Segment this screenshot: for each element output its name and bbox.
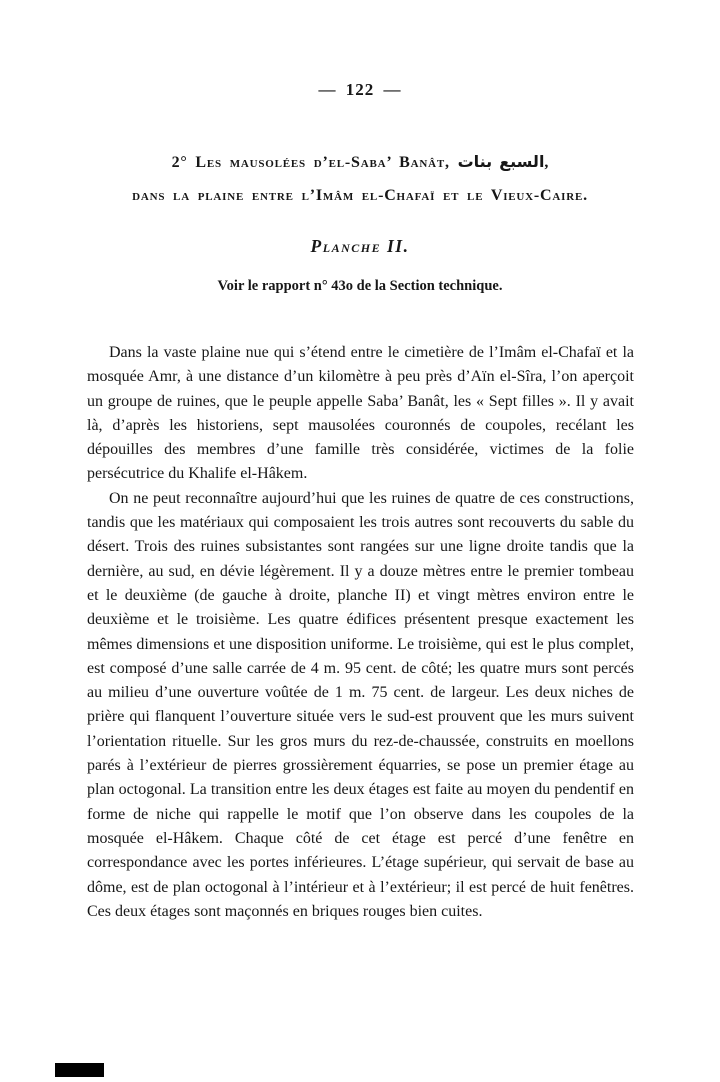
plate-title: Planche II. [310,236,410,256]
section-heading-line1: 2° Les mausolées d’el-Saba’ Banât, السبع بنات, [171,154,549,171]
page-number: — 122 — [318,80,402,99]
paragraph: On ne peut reconnaître aujourd’hui que les ruines de quatre de ces constructions, tandis que les matériaux qui composaient les trois autres sont recouverts du sable du désert. Trois des ruines subsistantes sont rangées sur une ligne droite tandis que la dernière, au sud, en dévie légèrement. Il y a douze mètres entre le premier tombeau et le deuxième (de gauche à droite, planche II) et vingt mètres environ entre le deuxième et le troisième. Les quatre édifices présentent presque exactement les mêmes dimensions et une disposition uniforme. Le troisième, qui est le plus complet, est composé d’une salle carrée de 4 m. 95 cent. de côté; les quatre murs sont percés au milieu d’une ouverture voûtée de 1 m. 75 cent. de largeur. Les deux niches de prière qui flanquent l’ouverture située vers le sud-est prouvent que les murs suivent l’orientation rituelle. Sur les gros murs du rez-de-chaussée, construits en moellons parés à l’extérieur de pierres grossièrement équarries, se pose un premier étage au plan octogonal. La transition entre les deux étages est faite au moyen du pendentif en forme de niche qui rappelle le motif que l’on observe dans les coupoles de la mosquée el-Hâkem. Chaque côté de cet étage est percé d’une fenêtre en correspondance avec les portes inférieures. L’étage supérieur, qui servait de base au dôme, est de plan octogonal à l’intérieur et à l’extérieur; il est percé de huit fenêtres. Ces deux étages sont maçonnés en briques rouges bien cuites. [87,489,634,920]
section-heading [0,146,720,212]
scan-artifact-mark [55,1063,104,1077]
section-heading-line2: dans la plaine entre l’Imâm el-Chafaï et le Vieux-Caire. [132,187,588,204]
paragraph: Dans la vaste plaine nue qui s’étend entre le cimetière de l’Imâm el-Chafaï et la mosquée Amr, à une distance d’un kilomètre à peu près d’Aïn el-Sîra, l’on aperçoit un groupe de ruines, que le peuple appelle Saba’ Banât, les « Sept filles ». Il y avait là, d’après les historiens, sept mausolées couronnés de coupoles, recélant les dépouilles des membres d’une famille très considérée, victimes de la folie persécutrice du Khalife el-Hâkem. [87,344,634,483]
body-text [87,341,634,924]
reference-note: Voir le rapport n° 43o de la Section technique. [217,278,503,294]
